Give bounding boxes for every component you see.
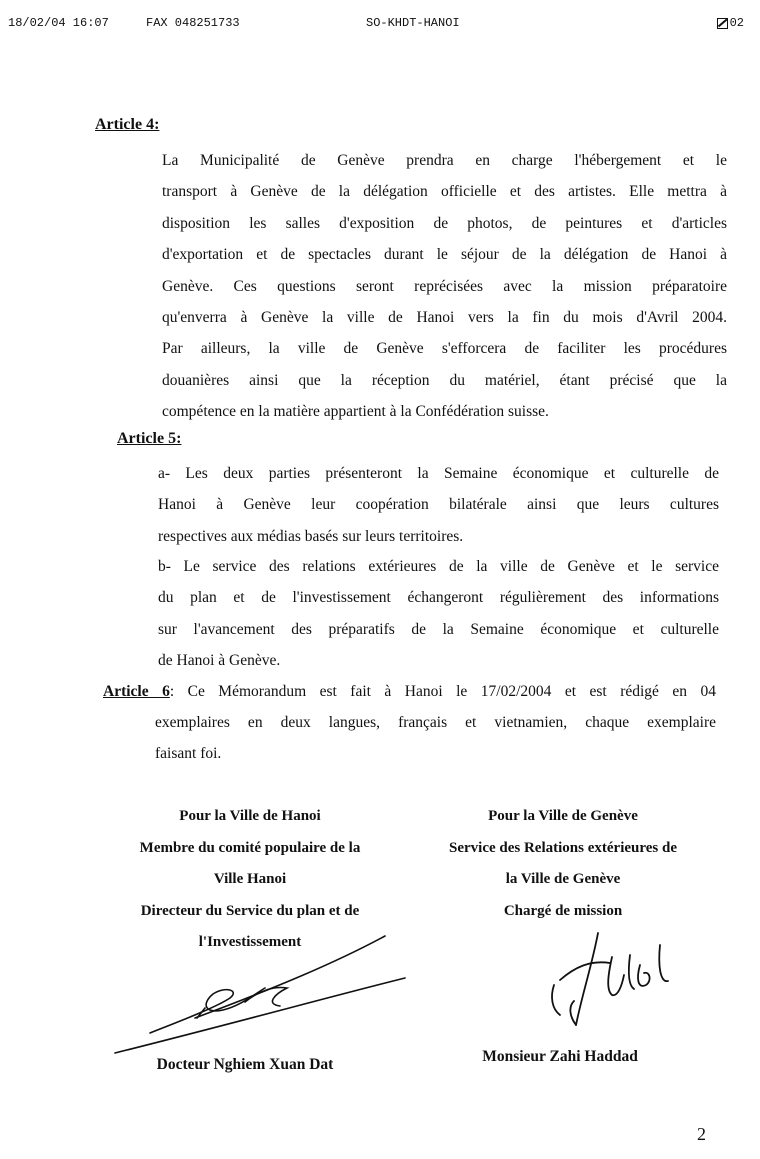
text-line: qu'enverra à Genève la ville de Hanoi vers la fin du mois d'Avril 2004. <box>162 309 727 327</box>
fax-page-number: 02 <box>729 16 744 30</box>
article-5-b <box>158 551 719 677</box>
text-line: b- Le service des relations extérieures de la ville de Genève et le service <box>158 558 719 575</box>
signatory-line: Membre du comité populaire de la <box>139 839 361 856</box>
signatory-geneve <box>410 801 716 927</box>
text-line: transport à Genève de la délégation officielle et des artistes. Elle mettra à <box>162 183 727 201</box>
signatory-line: Pour la Ville de Genève <box>488 808 638 824</box>
page-number: 2 <box>697 1124 706 1144</box>
text-line: a- Les deux parties présenteront la Semaine économique et culturelle de <box>158 465 719 482</box>
article-6-text: : Ce Mémorandum est fait à Hanoi le 17/02/2004 et est rédigé en 04 <box>169 683 717 700</box>
fax-header <box>8 16 744 36</box>
text-line: La Municipalité de Genève prendra en charge l'hébergement et le <box>162 152 727 169</box>
signatory-geneve-name: Monsieur Zahi Haddad <box>482 1048 638 1065</box>
text-line: douanières ainsi que la réception du matériel, étant précisé que la <box>162 371 727 389</box>
text-line: disposition les salles d'exposition de photos, de peintures et d'articles <box>162 214 727 232</box>
fax-sender: SO-KHDT-HANOI <box>366 16 460 30</box>
article-6-first <box>103 676 716 707</box>
signatory-line: la Ville de Genève <box>505 871 621 887</box>
text-line: Par ailleurs, la ville de Genève s'efforcera de faciliter les procédures <box>162 340 727 358</box>
fax-page-icon <box>717 18 728 29</box>
text-line: compétence en la matière appartient à la Confédération suisse. <box>162 403 549 421</box>
article-6-line <box>103 676 716 707</box>
text-line: respectives aux médias basés sur leurs territoires. <box>158 527 464 545</box>
signatory-line: l'Investissement <box>198 934 302 950</box>
signature-geneve <box>520 925 690 1030</box>
fax-datetime: 18/02/04 16:07 <box>8 16 109 30</box>
signatory-line: Service des Relations extérieures de <box>449 839 677 856</box>
signatory-line: Chargé de mission <box>503 902 623 919</box>
fax-page <box>717 16 744 30</box>
article-4-body <box>162 145 727 428</box>
signature-hanoi <box>105 928 415 1058</box>
article-5-heading: Article 5: <box>117 430 182 447</box>
article-4-heading: Article 4: <box>95 116 160 133</box>
text-line: du plan et de l'investissement échangeront régulièrement des informations <box>158 589 719 607</box>
text-line: d'exportation et de spectacles durant le séjour de la délégation de Hanoi à <box>162 246 727 264</box>
text-line: Genève. Ces questions seront reprécisées avec la mission préparatoire <box>162 277 727 295</box>
text-line: sur l'avancement des préparatifs de la Semaine économique et culturelle <box>158 620 719 638</box>
signatory-hanoi-name: Docteur Nghiem Xuan Dat <box>156 1056 334 1073</box>
text-line: de Hanoi à Genève. <box>158 652 281 670</box>
text-line: faisant foi. <box>155 745 222 763</box>
signatory-line: Directeur du Service du plan et de <box>140 902 360 919</box>
article-6-heading: Article 6 <box>103 683 170 700</box>
article-6-body <box>155 707 716 770</box>
signatory-line: Pour la Ville de Hanoi <box>179 808 321 824</box>
fax-number: FAX 048251733 <box>146 16 240 30</box>
signatory-line: Ville Hanoi <box>213 871 287 887</box>
article-5-a <box>158 458 719 552</box>
text-line: Hanoi à Genève leur coopération bilatérale ainsi que leurs cultures <box>158 496 719 514</box>
text-line: exemplaires en deux langues, français et vietnamien, chaque exemplaire <box>155 714 716 731</box>
